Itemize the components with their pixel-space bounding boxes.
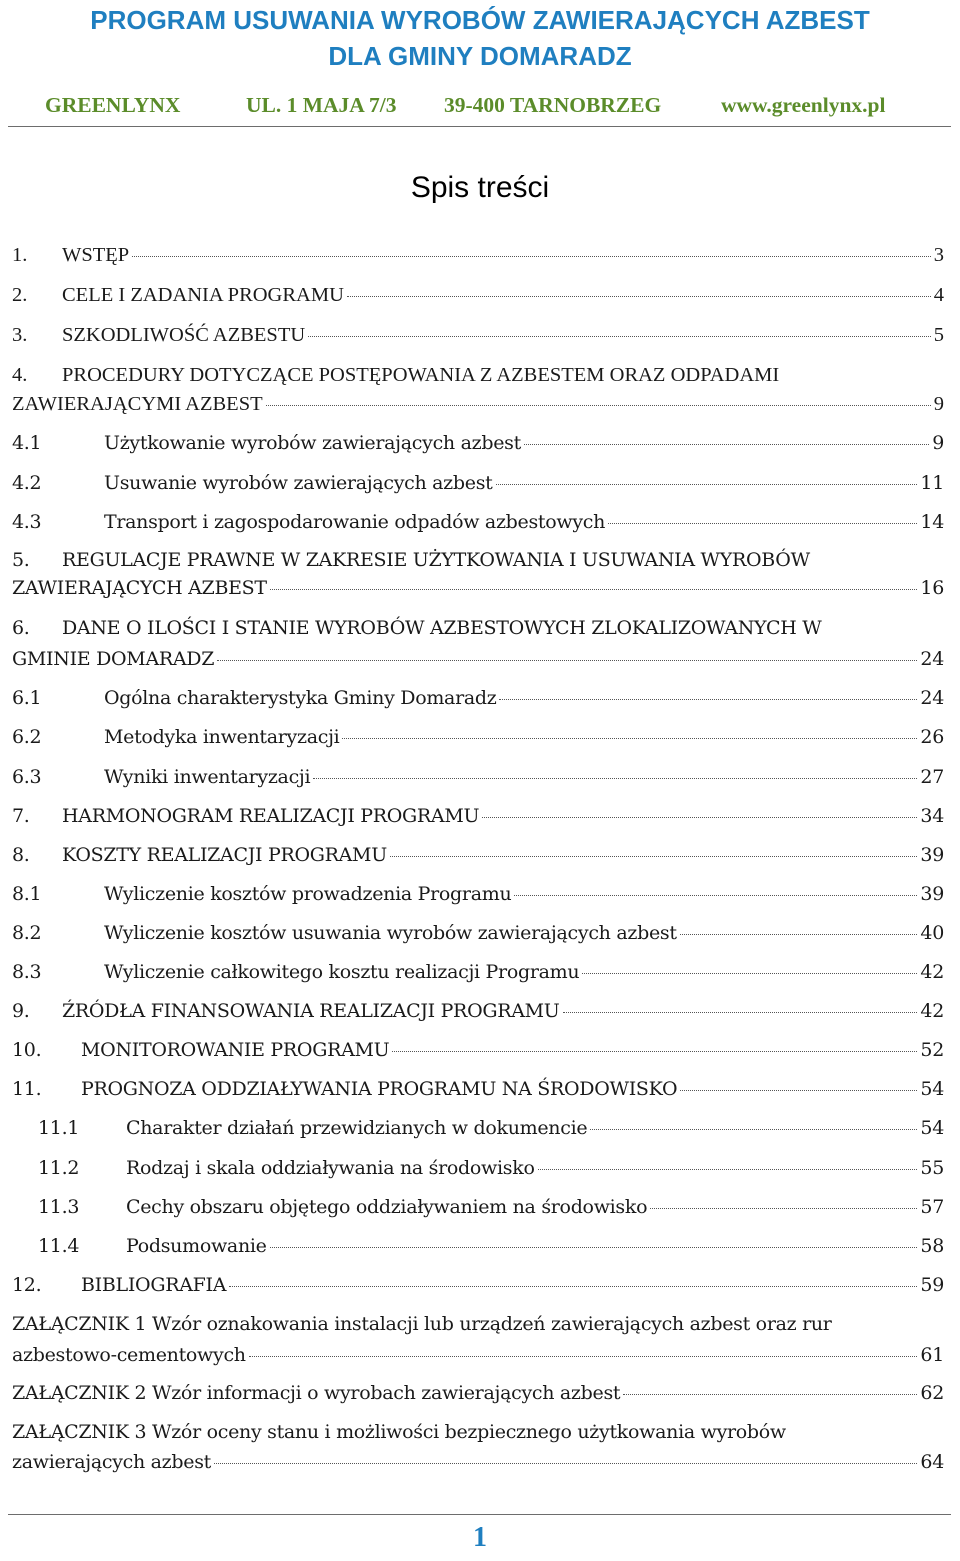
toc-entry-title: Rodzaj i skala oddziaływania na środowisko — [126, 1157, 535, 1179]
toc-entry-title: HARMONOGRAM REALIZACJI PROGRAMU — [62, 805, 480, 827]
toc-entry-page: 9 — [933, 393, 944, 415]
toc-entry-page: 54 — [920, 1117, 944, 1139]
dot-leader — [650, 1208, 917, 1209]
toc-entry-number: 8.3 — [12, 961, 42, 983]
toc-entry-page: 24 — [920, 648, 944, 670]
toc-entry-title: Użytkowanie wyrobów zawierających azbest — [104, 432, 521, 454]
toc-entry-number: 11.4 — [38, 1235, 80, 1257]
toc-entry-page: 34 — [920, 805, 944, 827]
dot-leader — [623, 1394, 917, 1395]
toc-entry-title: MONITOROWANIE PROGRAMU — [81, 1039, 390, 1061]
toc-entry[interactable] — [12, 1446, 944, 1474]
toc-entry-number: 6.1 — [12, 687, 42, 709]
dot-leader — [680, 934, 918, 935]
dot-leader — [313, 778, 917, 779]
header-divider — [8, 126, 951, 127]
toc-entry[interactable] — [12, 1269, 944, 1297]
dot-leader — [514, 895, 917, 896]
dot-leader — [524, 444, 929, 445]
toc-entry-title-cont: azbestowo-cementowych — [12, 1344, 246, 1366]
toc-entry-page: 39 — [920, 844, 944, 866]
toc-entry-number: 6. — [12, 617, 30, 639]
toc-entry-number: 6.2 — [12, 726, 42, 748]
toc-entry-number: 2. — [12, 284, 28, 306]
toc-entry-title: Podsumowanie — [126, 1235, 267, 1257]
toc-entry-title: ŹRÓDŁA FINANSOWANIA REALIZACJI PROGRAMU — [62, 1000, 560, 1022]
toc-entry-page: 39 — [920, 883, 944, 905]
dot-leader — [229, 1286, 917, 1287]
toc-entry[interactable] — [12, 1073, 944, 1101]
toc-entry-page: 42 — [920, 961, 944, 983]
toc-entry[interactable] — [12, 1034, 944, 1062]
toc-entry-title: KOSZTY REALIZACJI PROGRAMU — [62, 844, 387, 866]
toc-entry-first-line[interactable] — [12, 1420, 786, 1444]
toc-entry[interactable] — [12, 279, 944, 307]
dot-leader — [390, 856, 918, 857]
toc-entry-page: 59 — [920, 1274, 944, 1296]
toc-entry-number: 4.1 — [12, 432, 42, 454]
toc-entry-number: 8.1 — [12, 883, 42, 905]
toc-entry-number: 5. — [12, 549, 30, 571]
toc-entry-first-line[interactable] — [12, 1312, 832, 1336]
toc-entry[interactable] — [12, 506, 944, 534]
toc-entry-page: 57 — [920, 1196, 944, 1218]
dot-leader — [249, 1356, 918, 1357]
dot-leader — [590, 1129, 917, 1130]
company-city: 39-400 TARNOBRZEG — [444, 93, 662, 117]
toc-entry-number: 11. — [12, 1078, 42, 1100]
toc-entry[interactable] — [12, 643, 944, 671]
toc-entry-title: Wyliczenie kosztów prowadzenia Programu — [104, 883, 512, 905]
toc-entry-title: CELE I ZADANIA PROGRAMU — [62, 284, 344, 306]
dot-leader — [482, 817, 917, 818]
toc-entry-title: BIBLIOGRAFIA — [81, 1274, 227, 1296]
toc-entry[interactable] — [12, 467, 944, 495]
toc-entry-page: 27 — [920, 766, 944, 788]
toc-entry[interactable] — [12, 1377, 944, 1405]
dot-leader — [214, 1463, 917, 1464]
toc-entry-number: 10. — [12, 1039, 42, 1061]
toc-entry-title: Cechy obszaru objętego oddziaływaniem na środowisko — [126, 1196, 648, 1218]
toc-entry[interactable] — [12, 388, 944, 416]
toc-entry-page: 14 — [920, 511, 944, 533]
toc-entry-title: PROGNOZA ODDZIAŁYWANIA PROGRAMU NA ŚRODOWISKO — [81, 1078, 678, 1100]
toc-entry[interactable] — [12, 761, 944, 789]
toc-entry-title-cont: zawierających azbest — [12, 1451, 211, 1473]
toc-entry-title: WSTĘP — [62, 244, 130, 266]
toc-entry-title: Wyliczenie kosztów usuwania wyrobów zawierających azbest — [104, 922, 677, 944]
toc-entry-first-line[interactable] — [12, 548, 810, 572]
dot-leader — [563, 1012, 918, 1013]
toc-entry-page: 55 — [920, 1157, 944, 1179]
toc-entry-title: Charakter działań przewidzianych w dokumencie — [126, 1117, 588, 1139]
toc-entry-title-cont: GMINIE DOMARADZ — [12, 648, 215, 670]
toc-entry-page: 24 — [920, 687, 944, 709]
toc-entry-page: 26 — [920, 726, 944, 748]
toc-entry[interactable] — [12, 427, 944, 455]
toc-entry-title: Metodyka inwentaryzacji — [104, 726, 340, 748]
toc-entry[interactable] — [12, 572, 944, 600]
toc-entry-title: Wyliczenie całkowitego kosztu realizacji Programu — [104, 961, 580, 983]
toc-entry[interactable] — [12, 239, 944, 267]
toc-entry[interactable] — [12, 1339, 944, 1367]
toc-entry-number: 7. — [12, 805, 30, 827]
company-name: GREENLYNX — [45, 93, 181, 117]
toc-entry-page: 61 — [920, 1344, 944, 1366]
program-subtitle: DLA GMINY DOMARADZ — [328, 41, 632, 71]
toc-entry-title-cont: ZAWIERAJĄCYMI AZBEST — [12, 393, 263, 415]
toc-entry-number: 8. — [12, 844, 30, 866]
toc-entry[interactable] — [38, 1230, 944, 1258]
dot-leader — [308, 336, 931, 337]
toc-entry-page: 58 — [920, 1235, 944, 1257]
dot-leader — [270, 1247, 918, 1248]
toc-entry-number: 6.3 — [12, 766, 42, 788]
toc-entry[interactable] — [38, 1112, 944, 1140]
toc-entry[interactable] — [12, 319, 944, 347]
toc-entry-number: 4. — [12, 364, 28, 386]
page-number: 1 — [473, 1522, 487, 1553]
dot-leader — [266, 405, 931, 406]
toc-entry-title: PROCEDURY DOTYCZĄCE POSTĘPOWANIA Z AZBESTEM ORAZ ODPADAMI — [62, 364, 780, 386]
toc-entry-title: Ogólna charakterystyka Gminy Domaradz — [104, 687, 497, 709]
dot-leader — [217, 660, 917, 661]
toc-entry[interactable] — [38, 1152, 944, 1180]
toc-entry-first-line[interactable] — [12, 616, 821, 640]
toc-entry[interactable] — [12, 956, 944, 984]
toc-entry-title: ZAŁĄCZNIK 1 Wzór oznakowania instalacji lub urządzeń zawierających azbest oraz rur — [12, 1313, 832, 1335]
program-title: PROGRAM USUWANIA WYROBÓW ZAWIERAJĄCYCH AZBEST — [90, 5, 870, 35]
toc-entry-number: 4.2 — [12, 472, 42, 494]
toc-entry-page: 11 — [920, 472, 944, 494]
company-street: UL. 1 MAJA 7/3 — [246, 93, 397, 117]
toc-entry-title: Wyniki inwentaryzacji — [104, 766, 311, 788]
toc-entry-page: 4 — [933, 284, 944, 306]
toc-entry-page: 3 — [933, 244, 944, 266]
toc-entry[interactable] — [12, 800, 944, 828]
dot-leader — [392, 1051, 917, 1052]
toc-entry-title: Usuwanie wyrobów zawierających azbest — [104, 472, 493, 494]
toc-entry-number: 4.3 — [12, 511, 42, 533]
toc-heading: Spis treści — [410, 171, 550, 204]
toc-entry-title-cont: ZAWIERAJĄCYCH AZBEST — [12, 577, 267, 599]
document-header — [0, 0, 960, 74]
dot-leader — [499, 699, 917, 700]
toc-entry-page: 42 — [920, 1000, 944, 1022]
toc-entry-title: REGULACJE PRAWNE W ZAKRESIE UŻYTKOWANIA I USUWANIA WYROBÓW — [62, 549, 810, 571]
toc-entry-page: 40 — [920, 922, 944, 944]
toc-entry-page: 64 — [920, 1451, 944, 1473]
toc-entry-title: Transport i zagospodarowanie odpadów azbestowych — [104, 511, 606, 533]
toc-entry-page: 52 — [920, 1039, 944, 1061]
toc-entry-title: DANE O ILOŚCI I STANIE WYROBÓW AZBESTOWYCH ZLOKALIZOWANYCH W — [62, 617, 822, 639]
toc-entry-page: 62 — [920, 1382, 944, 1404]
toc-entry[interactable] — [12, 917, 944, 945]
toc-entry-first-line[interactable] — [12, 363, 779, 387]
toc-entry-page: 5 — [933, 324, 944, 346]
toc-entry-number: 11.1 — [38, 1117, 80, 1139]
toc-entry[interactable] — [12, 878, 944, 906]
toc-entry-number: 1. — [12, 244, 28, 266]
dot-leader — [608, 523, 917, 524]
dot-leader — [347, 296, 931, 297]
toc-entry-number: 11.3 — [38, 1196, 80, 1218]
toc-entry[interactable] — [38, 1191, 944, 1219]
toc-entry-page: 16 — [920, 577, 944, 599]
footer-divider — [8, 1514, 951, 1515]
dot-leader — [680, 1090, 917, 1091]
company-website[interactable]: www.greenlynx.pl — [721, 93, 886, 117]
dot-leader — [342, 738, 917, 739]
dot-leader — [270, 589, 918, 590]
dot-leader — [496, 484, 918, 485]
toc-entry-title: ZAŁĄCZNIK 3 Wzór oceny stanu i możliwości bezpiecznego użytkowania wyrobów — [12, 1421, 786, 1443]
toc-entry[interactable] — [12, 682, 944, 710]
toc-entry-number: 3. — [12, 324, 28, 346]
toc-entry[interactable] — [12, 995, 944, 1023]
dot-leader — [538, 1169, 918, 1170]
toc-entry-page: 54 — [920, 1078, 944, 1100]
toc-entry-number: 12. — [12, 1274, 42, 1296]
toc-entry-page: 9 — [932, 432, 944, 454]
toc-entry-number: 11.2 — [38, 1157, 80, 1179]
toc-entry[interactable] — [12, 839, 944, 867]
dot-leader — [132, 256, 931, 257]
toc-entry-number: 8.2 — [12, 922, 42, 944]
toc-entry-number: 9. — [12, 1000, 30, 1022]
dot-leader — [582, 973, 917, 974]
toc-entry-title: ZAŁĄCZNIK 2 Wzór informacji o wyrobach zawierających azbest — [12, 1382, 621, 1404]
toc-entry[interactable] — [12, 721, 944, 749]
toc-entry-title: SZKODLIWOŚĆ AZBESTU — [62, 324, 306, 346]
